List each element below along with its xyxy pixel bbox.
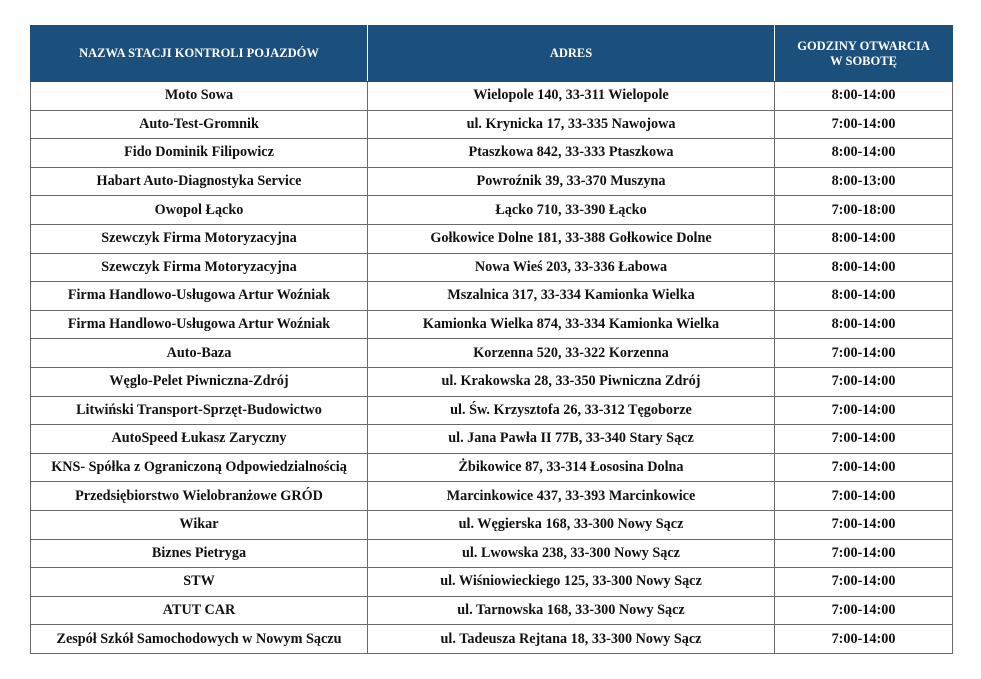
table-row [31, 224, 953, 253]
table-row [31, 396, 953, 425]
table-row [31, 482, 953, 511]
station-name-cell: Firma Handlowo-Usługowa Artur Woźniak [31, 282, 368, 311]
saturday-hours-cell: 7:00-14:00 [775, 510, 953, 539]
table-header [31, 26, 953, 82]
saturday-hours-cell: 7:00-14:00 [775, 625, 953, 654]
table-row [31, 253, 953, 282]
station-name-cell: Litwiński Transport-Sprzęt-Budowictwo [31, 396, 368, 425]
address-cell: ul. Węgierska 168, 33-300 Nowy Sącz [368, 510, 775, 539]
stations-table [30, 25, 953, 654]
header-station-name: NAZWA STACJI KONTROLI POJAZDÓW [31, 26, 368, 82]
saturday-hours-cell: 8:00-13:00 [775, 167, 953, 196]
address-cell: Kamionka Wielka 874, 33-334 Kamionka Wielka [368, 310, 775, 339]
station-name-cell: STW [31, 568, 368, 597]
address-cell: ul. Krakowska 28, 33-350 Piwniczna Zdrój [368, 367, 775, 396]
station-name-cell: Zespół Szkół Samochodowych w Nowym Sączu [31, 625, 368, 654]
table-row [31, 367, 953, 396]
table-row [31, 82, 953, 111]
address-cell: Marcinkowice 437, 33-393 Marcinkowice [368, 482, 775, 511]
table-row [31, 453, 953, 482]
station-name-cell: Firma Handlowo-Usługowa Artur Woźniak [31, 310, 368, 339]
address-cell: Mszalnica 317, 33-334 Kamionka Wielka [368, 282, 775, 311]
station-name-cell: Auto-Test-Gromnik [31, 110, 368, 139]
saturday-hours-cell: 8:00-14:00 [775, 139, 953, 168]
table-row [31, 425, 953, 454]
saturday-hours-cell: 7:00-14:00 [775, 453, 953, 482]
station-name-cell: Wikar [31, 510, 368, 539]
station-name-cell: Szewczyk Firma Motoryzacyjna [31, 224, 368, 253]
header-saturday-hours [775, 26, 953, 82]
table-row [31, 596, 953, 625]
table-row [31, 625, 953, 654]
saturday-hours-cell: 8:00-14:00 [775, 224, 953, 253]
table-row [31, 167, 953, 196]
table-row [31, 196, 953, 225]
header-address: ADRES [368, 26, 775, 82]
saturday-hours-cell: 7:00-14:00 [775, 396, 953, 425]
address-cell: ul. Lwowska 238, 33-300 Nowy Sącz [368, 539, 775, 568]
station-name-cell: AutoSpeed Łukasz Zaryczny [31, 425, 368, 454]
table-row [31, 568, 953, 597]
station-name-cell: Przedsiębiorstwo Wielobranżowe GRÓD [31, 482, 368, 511]
saturday-hours-cell: 7:00-14:00 [775, 596, 953, 625]
station-name-cell: Biznes Pietryga [31, 539, 368, 568]
address-cell: Łącko 710, 33-390 Łącko [368, 196, 775, 225]
address-cell: ul. Wiśniowieckiego 125, 33-300 Nowy Sącz [368, 568, 775, 597]
saturday-hours-cell: 7:00-14:00 [775, 367, 953, 396]
station-name-cell: Owopol Łącko [31, 196, 368, 225]
saturday-hours-cell: 7:00-14:00 [775, 110, 953, 139]
station-name-cell: Szewczyk Firma Motoryzacyjna [31, 253, 368, 282]
saturday-hours-cell: 7:00-14:00 [775, 568, 953, 597]
saturday-hours-cell: 8:00-14:00 [775, 282, 953, 311]
saturday-hours-cell: 7:00-14:00 [775, 482, 953, 511]
address-cell: Wielopole 140, 33-311 Wielopole [368, 82, 775, 111]
table-row [31, 539, 953, 568]
table-row [31, 310, 953, 339]
table-row [31, 139, 953, 168]
station-name-cell: Węglo-Pelet Piwniczna-Zdrój [31, 367, 368, 396]
saturday-hours-cell: 8:00-14:00 [775, 310, 953, 339]
saturday-hours-cell: 8:00-14:00 [775, 253, 953, 282]
station-name-cell: Moto Sowa [31, 82, 368, 111]
station-name-cell: ATUT CAR [31, 596, 368, 625]
table-row [31, 110, 953, 139]
station-name-cell: KNS- Spółka z Ograniczoną Odpowiedzialnością [31, 453, 368, 482]
table-body [31, 82, 953, 654]
address-cell: ul. Krynicka 17, 33-335 Nawojowa [368, 110, 775, 139]
header-hours-line1: GODZINY OTWARCIA [797, 38, 930, 53]
address-cell: ul. Św. Krzysztofa 26, 33-312 Tęgoborze [368, 396, 775, 425]
address-cell: ul. Tarnowska 168, 33-300 Nowy Sącz [368, 596, 775, 625]
address-cell: Żbikowice 87, 33-314 Łososina Dolna [368, 453, 775, 482]
address-cell: Powroźnik 39, 33-370 Muszyna [368, 167, 775, 196]
saturday-hours-cell: 8:00-14:00 [775, 82, 953, 111]
table-row [31, 282, 953, 311]
station-name-cell: Fido Dominik Filipowicz [31, 139, 368, 168]
address-cell: ul. Tadeusza Rejtana 18, 33-300 Nowy Sącz [368, 625, 775, 654]
saturday-hours-cell: 7:00-18:00 [775, 196, 953, 225]
table-row [31, 510, 953, 539]
address-cell: Nowa Wieś 203, 33-336 Łabowa [368, 253, 775, 282]
header-row [31, 26, 953, 82]
table-row [31, 339, 953, 368]
saturday-hours-cell: 7:00-14:00 [775, 339, 953, 368]
saturday-hours-cell: 7:00-14:00 [775, 539, 953, 568]
address-cell: Korzenna 520, 33-322 Korzenna [368, 339, 775, 368]
station-name-cell: Auto-Baza [31, 339, 368, 368]
address-cell: ul. Jana Pawła II 77B, 33-340 Stary Sącz [368, 425, 775, 454]
address-cell: Ptaszkowa 842, 33-333 Ptaszkowa [368, 139, 775, 168]
address-cell: Gołkowice Dolne 181, 33-388 Gołkowice Dolne [368, 224, 775, 253]
header-hours-line2: W SOBOTĘ [830, 53, 897, 68]
station-name-cell: Habart Auto-Diagnostyka Service [31, 167, 368, 196]
saturday-hours-cell: 7:00-14:00 [775, 425, 953, 454]
